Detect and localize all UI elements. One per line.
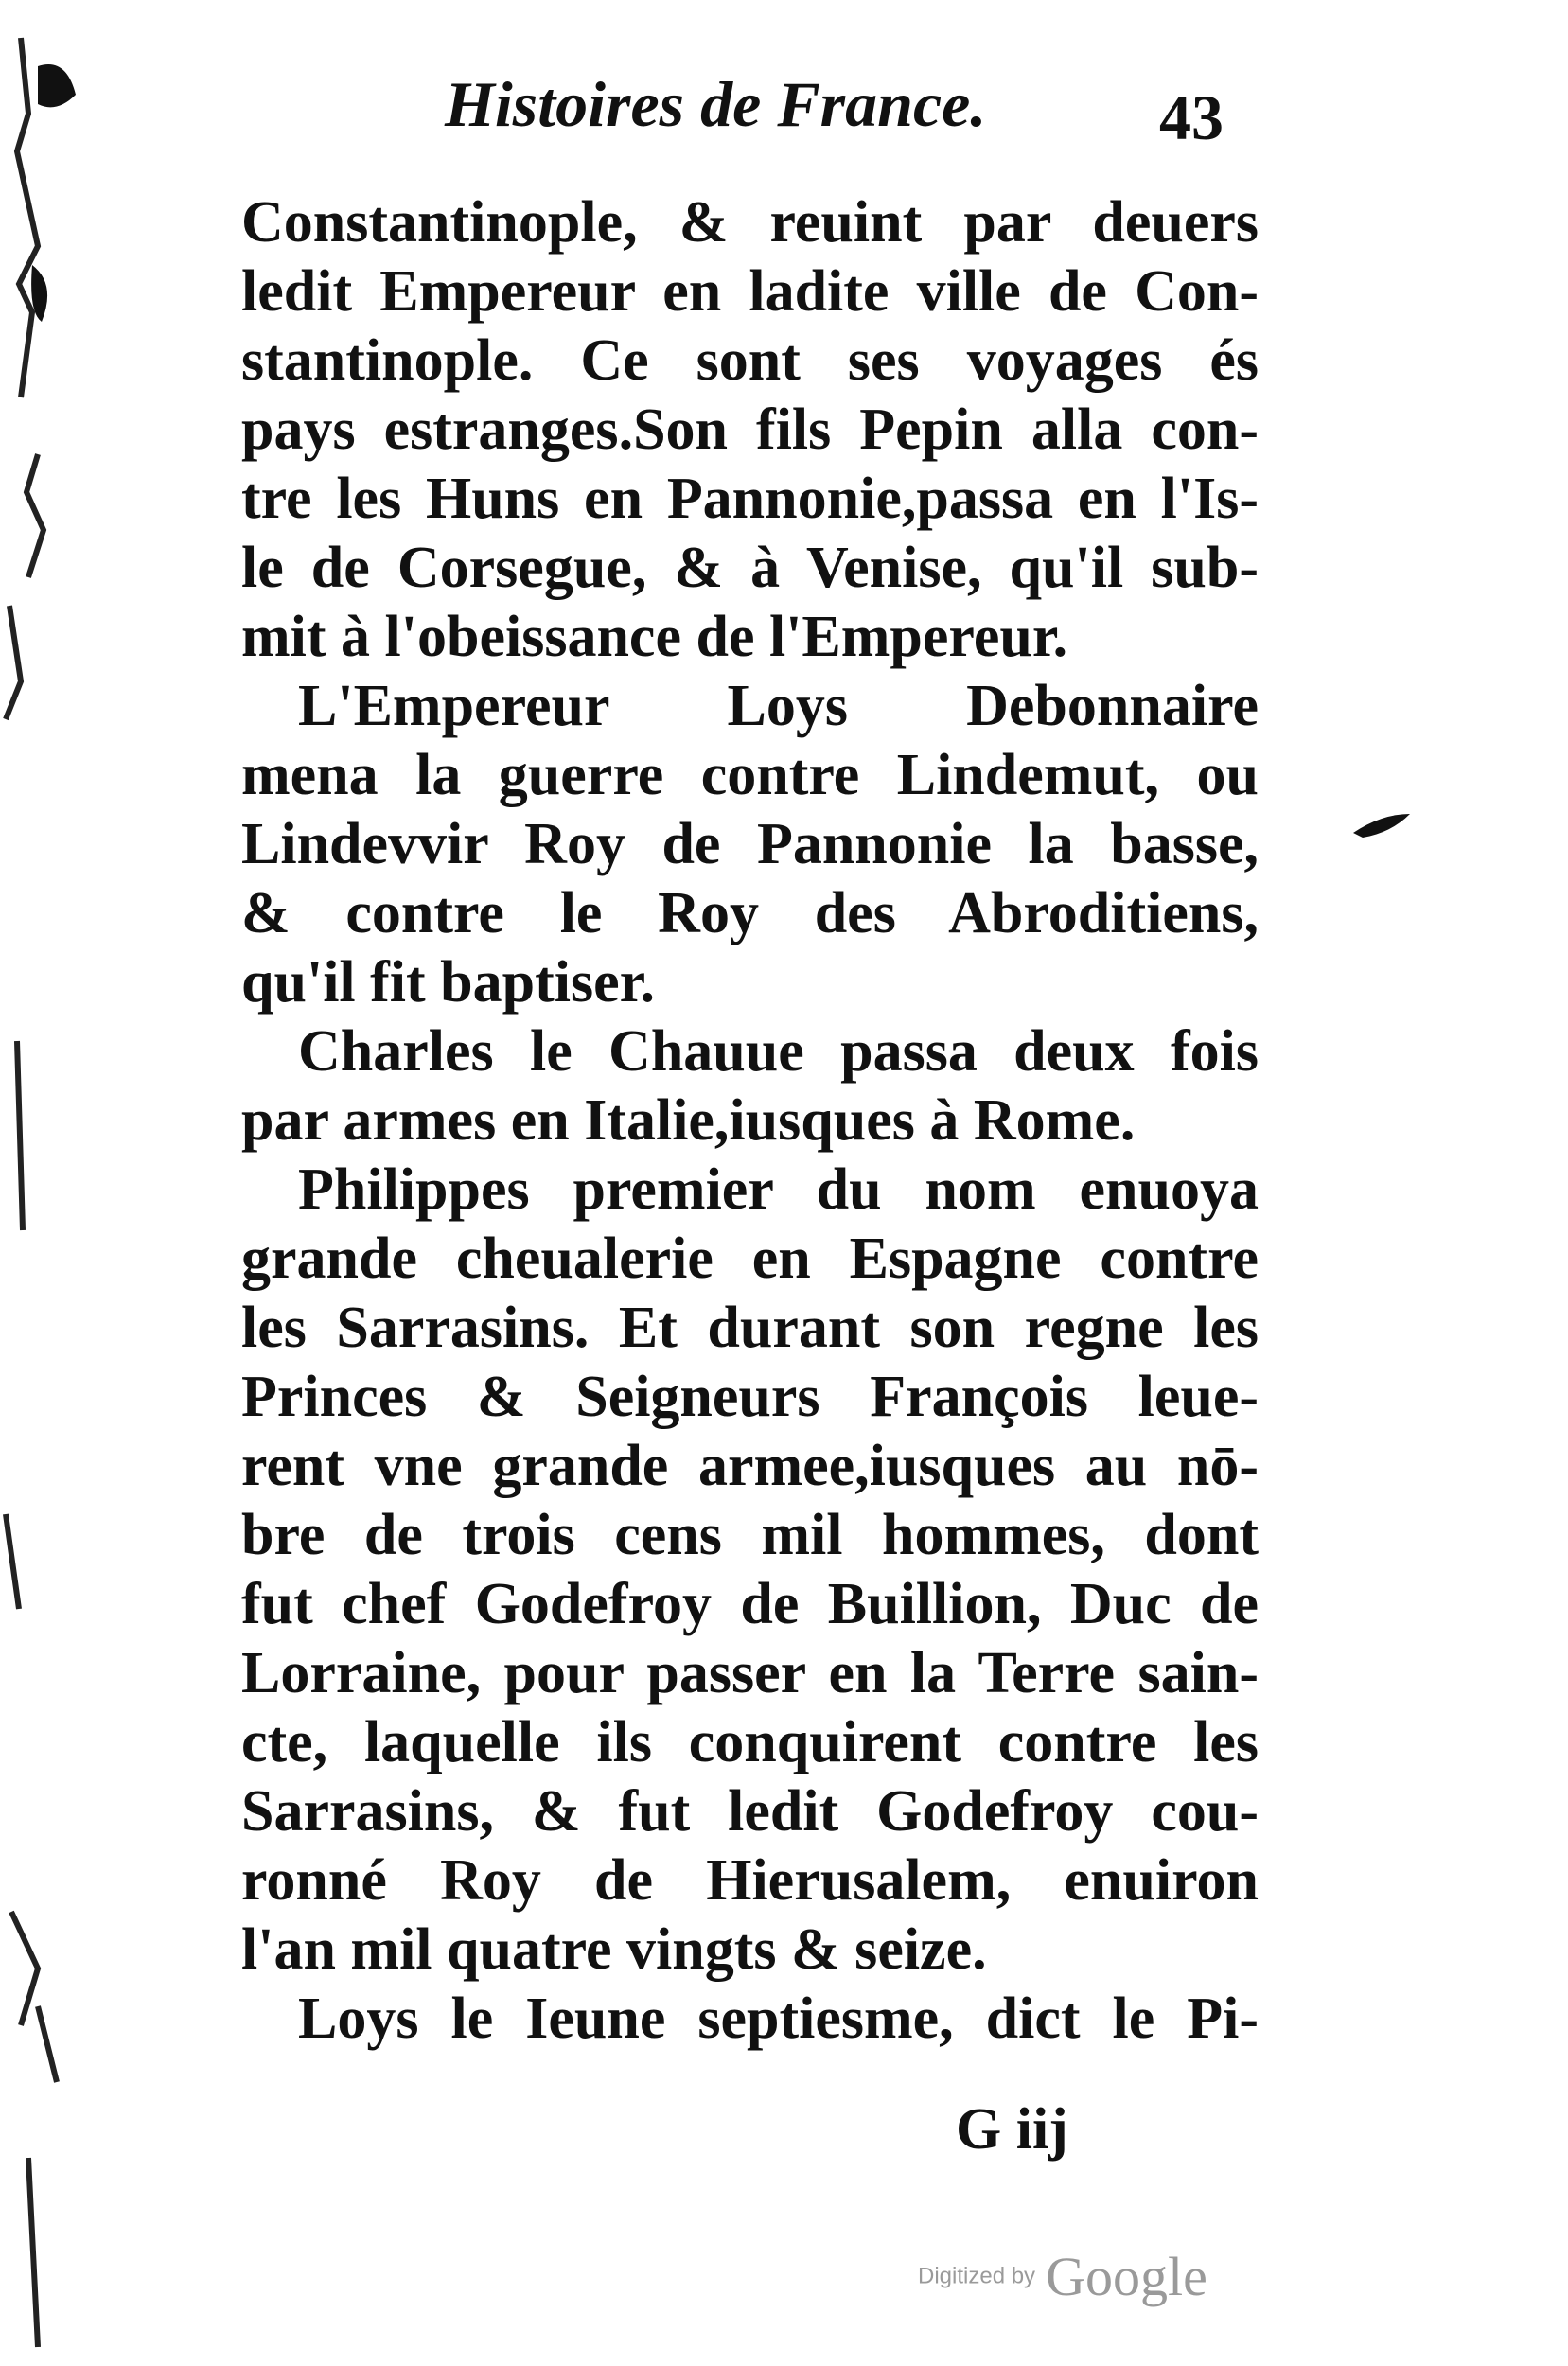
page-number: 43	[1159, 81, 1224, 153]
text-line: & contre le Roy des Abroditiens,	[241, 881, 1259, 945]
text-line: le de Corsegue, & à Venise, qu'il sub-	[241, 536, 1259, 600]
paragraph-first-line: Loys le Ieune septiesme, dict le Pi-	[298, 1986, 1259, 2051]
google-logo: Google	[1046, 2246, 1207, 2307]
running-title: Histoires de France.	[445, 68, 987, 140]
signature-mark: G iij	[956, 2097, 1068, 2162]
text-line: mena la guerre contre Lindemut, ou	[241, 743, 1259, 807]
text-line: tre les Huns en Pannonie,passa en l'Is-	[241, 467, 1259, 531]
paragraph-first-line: Philippes premier du nom enuoya	[298, 1157, 1259, 1222]
text-line: ronné Roy de Hierusalem, enuiron	[241, 1848, 1259, 1913]
ink-blot	[31, 64, 76, 322]
text-line: bre de trois cens mil hommes, dont	[241, 1503, 1259, 1567]
paragraph-first-line: L'Empereur Loys Debonnaire	[298, 674, 1259, 738]
text-line: ledit Empereur en ladite ville de Con-	[241, 259, 1259, 324]
paragraph-first-line: Charles le Chauue passa deux fois	[298, 1019, 1259, 1084]
text-line: Constantinople, & reuint par deuers	[241, 190, 1259, 255]
digitized-by-watermark	[918, 2245, 1207, 2308]
text-line: par armes en Italie,iusques à Rome.	[241, 1088, 1136, 1153]
text-line: Lorraine, pour passer en la Terre sain-	[241, 1641, 1259, 1705]
digitized-by-label: Digitized by	[918, 2263, 1036, 2289]
text-line: pays estranges.Son fils Pepin alla con-	[241, 397, 1259, 462]
text-line: grande cheualerie en Espagne contre	[241, 1227, 1259, 1291]
text-line: Princes & Seigneurs François leue-	[241, 1365, 1259, 1429]
text-line: fut chef Godefroy de Buillion, Duc de	[241, 1572, 1259, 1636]
text-line: Lindevvir Roy de Pannonie la basse,	[241, 812, 1259, 876]
text-line: stantinople. Ce sont ses voyages és	[241, 328, 1259, 393]
text-line: les Sarrasins. Et durant son regne les	[241, 1296, 1259, 1360]
text-line: rent vne grande armee,iusques au nō-	[241, 1434, 1259, 1498]
text-line: mit à l'obeissance de l'Empereur.	[241, 605, 1068, 669]
stray-stroke	[1353, 814, 1410, 838]
text-line: l'an mil quatre vingts & seize.	[241, 1917, 987, 1982]
main-text	[241, 189, 1259, 2092]
text-line: cte, laquelle ils conquirent contre les	[241, 1710, 1259, 1774]
text-line: qu'il fit baptiser.	[241, 950, 655, 1015]
binding-edge-marks	[6, 38, 57, 2347]
text-line: Sarrasins, & fut ledit Godefroy cou-	[241, 1779, 1259, 1844]
